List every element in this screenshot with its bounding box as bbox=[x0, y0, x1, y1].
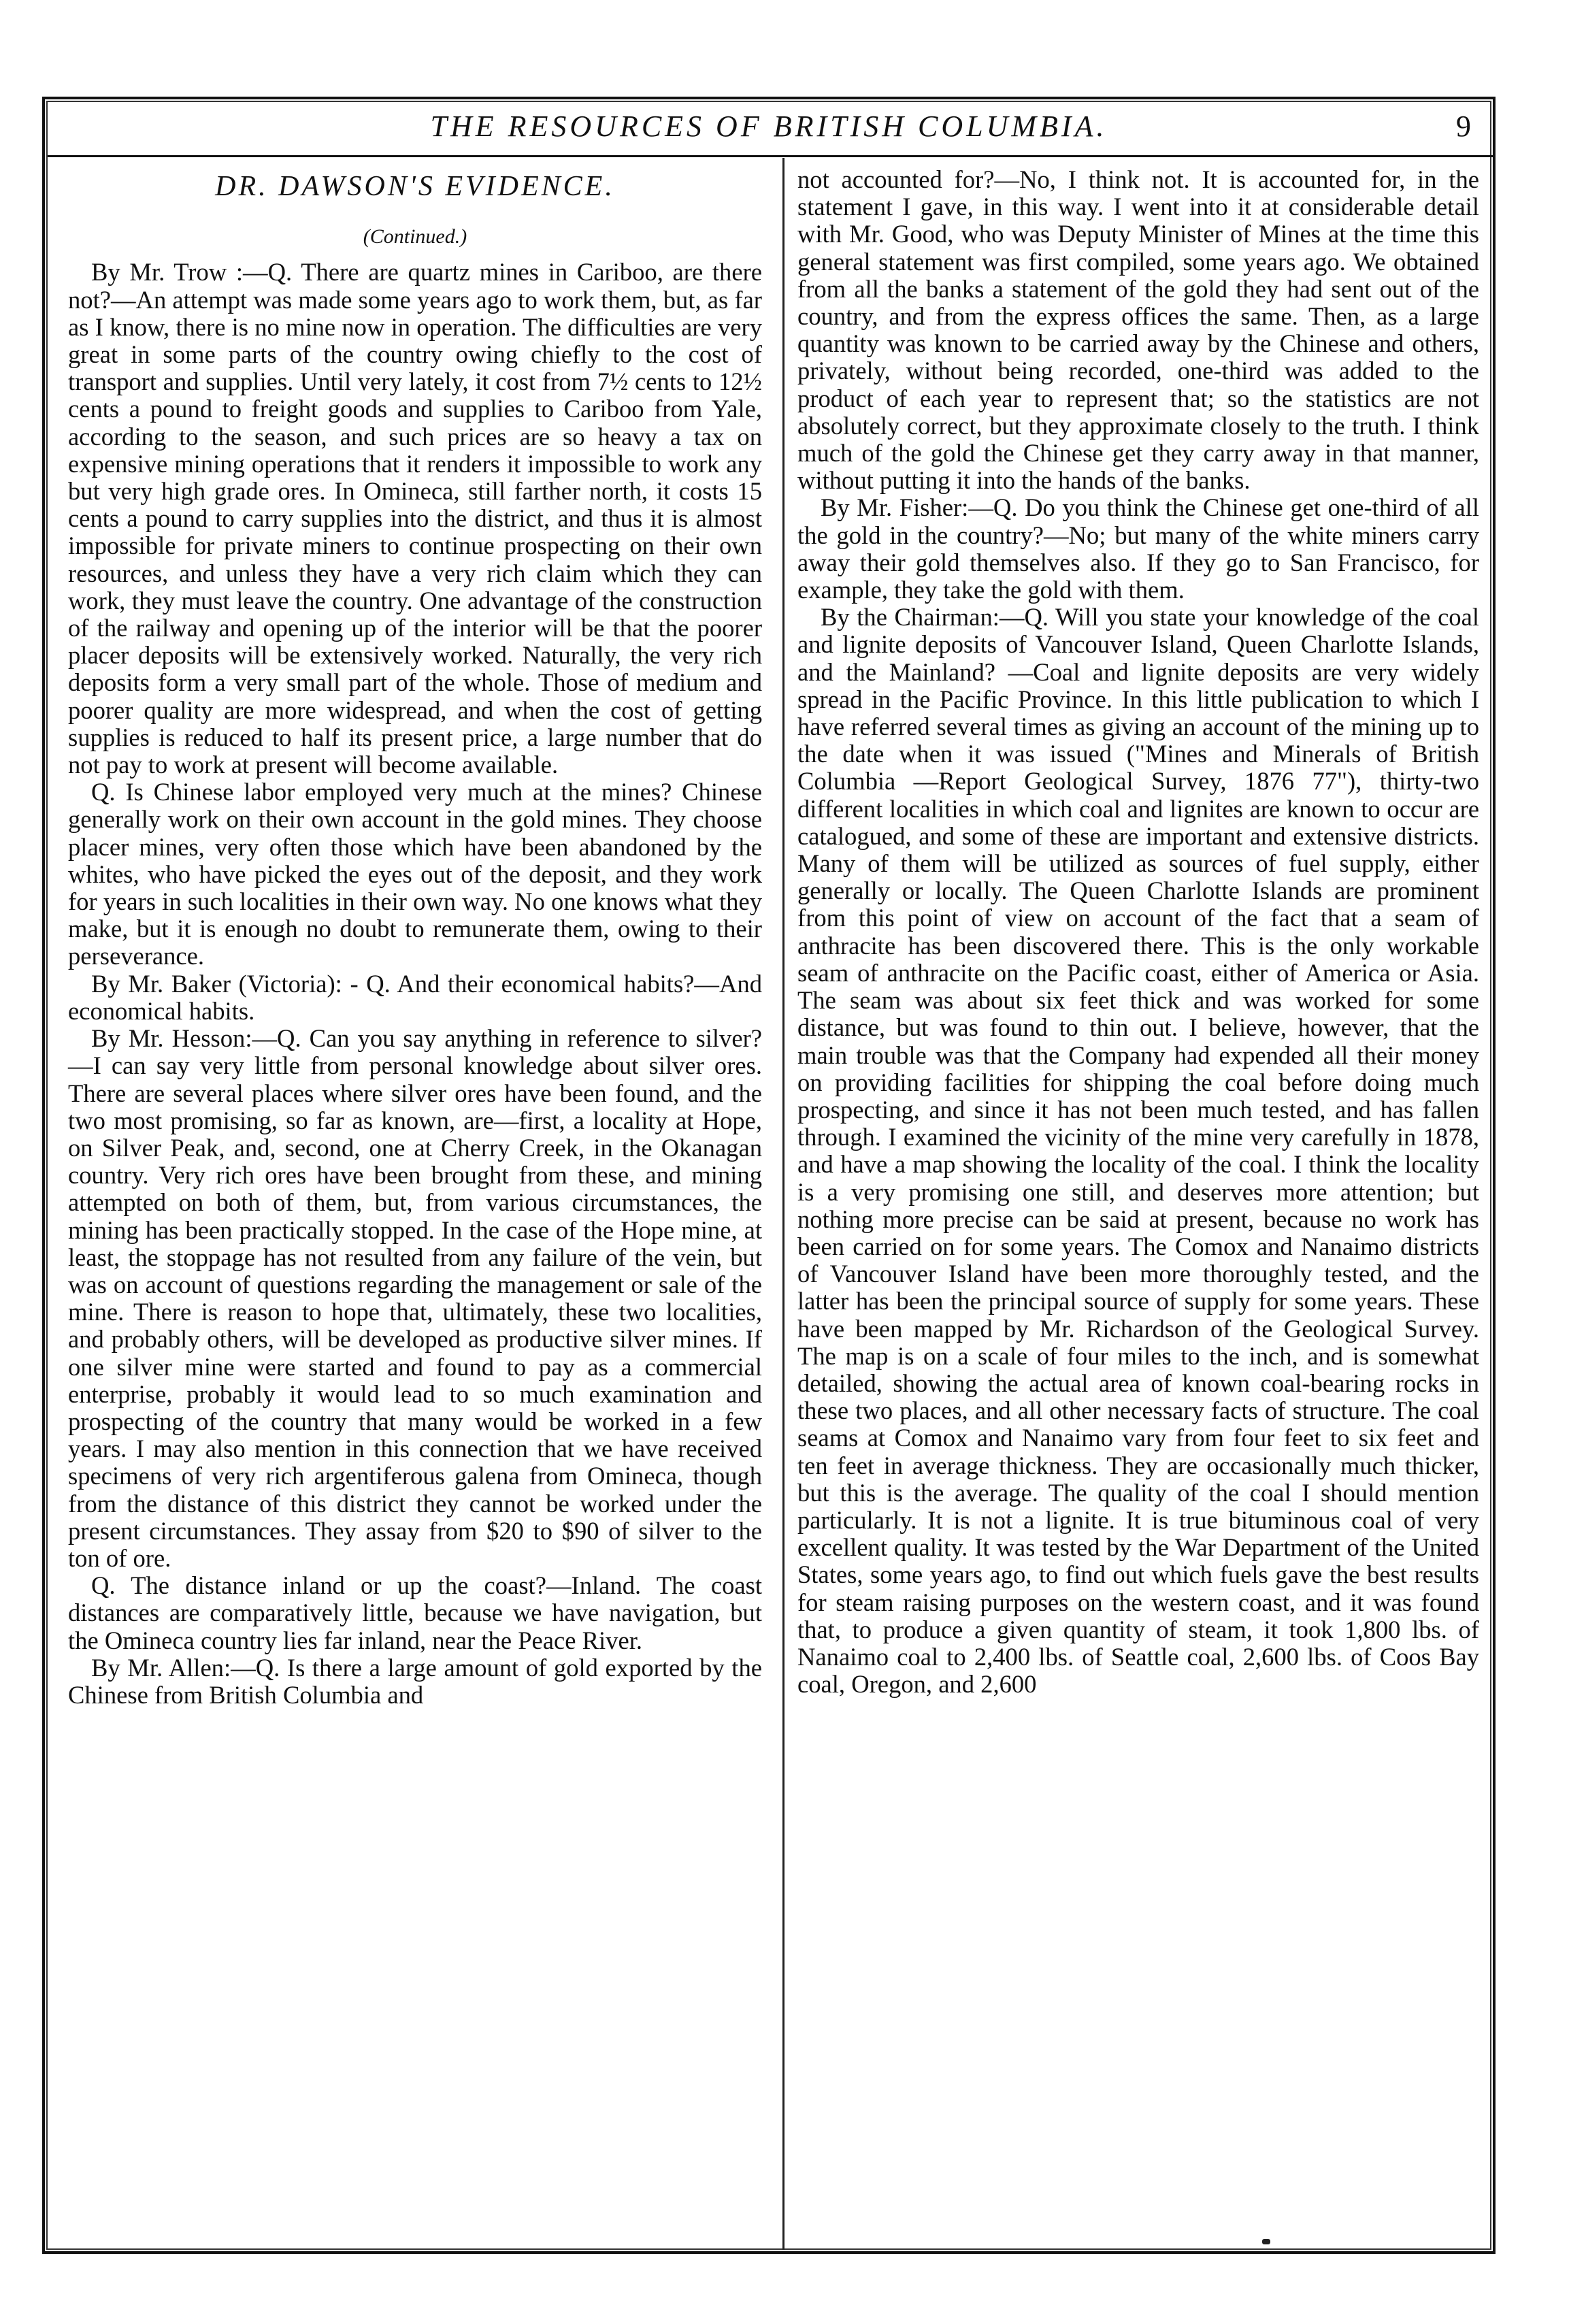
print-speck bbox=[1262, 2239, 1270, 2244]
paragraph: By Mr. Hesson:—Q. Can you say anything in reference to silver?—I can say very little from personal knowledge about silver ores. There are several places where silver ores have been found, and the two most promising, so far as known, are—first, a locality at Hope, on Silver Peak, and, second, one at Cherry Creek, in the Okanagan country. Very rich ores have been brought from these, and mining attempted on both of them, but, from various circumstances, the mining has been practically stopped. In the case of the Hope mine, at least, the stoppage has not resulted from any failure of the vein, but was on account of questions regarding the management or sale of the mine. There is reason to hope that, ultimately, these two localities, and probably others, will be developed as productive silver mines. If one silver mine were started and found to pay as a commercial enterprise, probably it would lead to so much examination and prospecting of the country that many would be worked in a few years. I may also mention in this connection that we have received specimens of very rich argentiferous galena from Omineca, though from the distance of this district they cannot be worked under the present circumstances. They assay from $20 to $90 of silver to the ton of ore. bbox=[68, 1024, 762, 1572]
page-number: 9 bbox=[1456, 110, 1471, 143]
paragraph: By Mr. Allen:—Q. Is there a large amount of gold exported by the Chinese from British Columbia and bbox=[68, 1653, 762, 1709]
running-title: THE RESOURCES OF BRITISH COLUMBIA. bbox=[430, 110, 1108, 143]
continued-note: (Continued.) bbox=[363, 225, 467, 248]
paragraph: By the Chairman:—Q. Will you state your knowledge of the coal and lignite deposits of Vancouver Island, Queen Charlotte Islands, and the Mainland? —Coal and lignite deposits are very widely spread in the Pacific Province. In this little publication to which I have referred several times as giving an account of the mining up to the date when it was issued ("Mines and Minerals of British Columbia —Report Geological Survey, 1876 77"), thirty-two different localities in which coal and lignites are known to occur are catalogued, and some of these are important and extensive districts. Many of them will be utilized as sources of fuel supply, either generally or locally. The Queen Charlotte Islands are prominent from this point of view on account of the fact that a seam of anthracite has been discovered there. This is the only workable seam of anthracite on the Pacific coast, either of America or Asia. The seam was about six feet thick and was worked for some distance, but was found to thin out. I believe, however, that the main trouble was that the Company had expended all their money on providing facilities for shipping the coal before doing much prospecting, and since it has not been much tested, and has fallen through. I examined the vicinity of the mine very carefully in 1878, and have a map showing the locality of the coal. I think the locality is a very promising one still, and deserves more attention; but nothing more precise can be said at present, because no work has been carried on for some years. The Comox and Nanaimo districts of Vancouver Island have been more thoroughly tested, and the latter has been the principal source of supply for some years. These have been mapped by Mr. Richardson of the Geological Survey. The map is on a scale of four miles to the inch, and is somewhat detailed, showing the actual area of known coal-bearing rocks in these two places, and all other necessary facts of structure. The coal seams at Comox and Nanaimo vary from four feet to six feet and ten feet in average thickness. They are occasionally much thicker, but this is the average. The quality of the coal I should mention particularly. It is not a lignite. It is true bituminous coal of very excellent quality. It was tested by the War Department of the United States, some years ago, to find out which fuels gave the best results for steam raising purposes on the western coast, and it was found that, to produce a given quantity of steam, it took 1,800 lbs. of Nanaimo coal to 2,400 lbs. of Seattle coal, 2,600 lbs. of Coos Bay coal, Oregon, and 2,600 bbox=[797, 603, 1479, 1699]
page-header bbox=[48, 109, 1490, 150]
paragraph: By Mr. Trow :—Q. There are quartz mines in Cariboo, are there not?—An attempt was made some years ago to work them, but, as far as I know, there is no mine now in operation. The difficulties are very great in some parts of the country owing chiefly to the cost of transport and supplies. Until very lately, it cost from 7½ cents to 12½ cents a pound to freight goods and supplies to Cariboo from Yale, according to the season, and such prices are so heavy a tax on expensive mining operations that it renders it impossible to work any but very high grade ores. In Omineca, still farther north, it costs 15 cents a pound to carry supplies into the district, and thus it is almost impossible for private miners to continue prospecting on their own resources, and unless they have a very rich claim which they can work, they must leave the country. One advantage of the construction of the railway and opening up of the interior will be that the poorer placer deposits will be extensively worked. Naturally, the very rich deposits form a very small part of the whole. Those of medium and poorer quality are more widespread, and when the cost of getting supplies is reduced to half its present price, a large number that do not pay to work at present will become available. bbox=[68, 258, 762, 779]
left-column bbox=[68, 166, 762, 1709]
column-divider bbox=[782, 158, 784, 2250]
paragraph: Q. Is Chinese labor employed very much at the mines? Chinese generally work on their own account in the gold mines. They choose placer mines, very often those which have been abandoned by the whites, who have picked the eyes out of the deposit, and they work for years in such localities in their own way. No one knows what they make, but it is enough no doubt to remunerate them, owing to their perseverance. bbox=[68, 778, 762, 970]
paragraph: Q. The distance inland or up the coast?—Inland. The coast distances are comparatively little, because we have navigation, but the Omineca country lies far inland, near the Peace River. bbox=[68, 1571, 762, 1654]
paragraph: not accounted for?—No, I think not. It is accounted for, in the statement I gave, in this way. I went into it at considerable detail with Mr. Good, who was Deputy Minister of Mines at the time this general statement was first compiled, some years ago. We obtained from all the banks a statement of the gold they had sent out of the country, and from the express offices the same. Then, as a large quantity was known to be carried away by the Chinese and others, privately, without being recorded, one-third was added to the product of each year to represent that; so the statistics are not absolutely correct, but they approximate closely to the truth. I think much of the gold the Chinese get they carry away in that manner, without putting it into the hands of the banks. bbox=[797, 165, 1479, 495]
section-heading: DR. DAWSON'S EVIDENCE. bbox=[215, 171, 615, 202]
paragraph: By Mr. Fisher:—Q. Do you think the Chinese get one-third of all the gold in the country?—No; but many of the white miners carry away their gold themselves also. If they go to San Francisco, for example, they take the gold with them. bbox=[797, 493, 1479, 604]
header-rule bbox=[48, 155, 1493, 157]
paragraph: By Mr. Baker (Victoria): - Q. And their economical habits?—And economical habits. bbox=[68, 969, 762, 1025]
right-column bbox=[797, 166, 1479, 1698]
